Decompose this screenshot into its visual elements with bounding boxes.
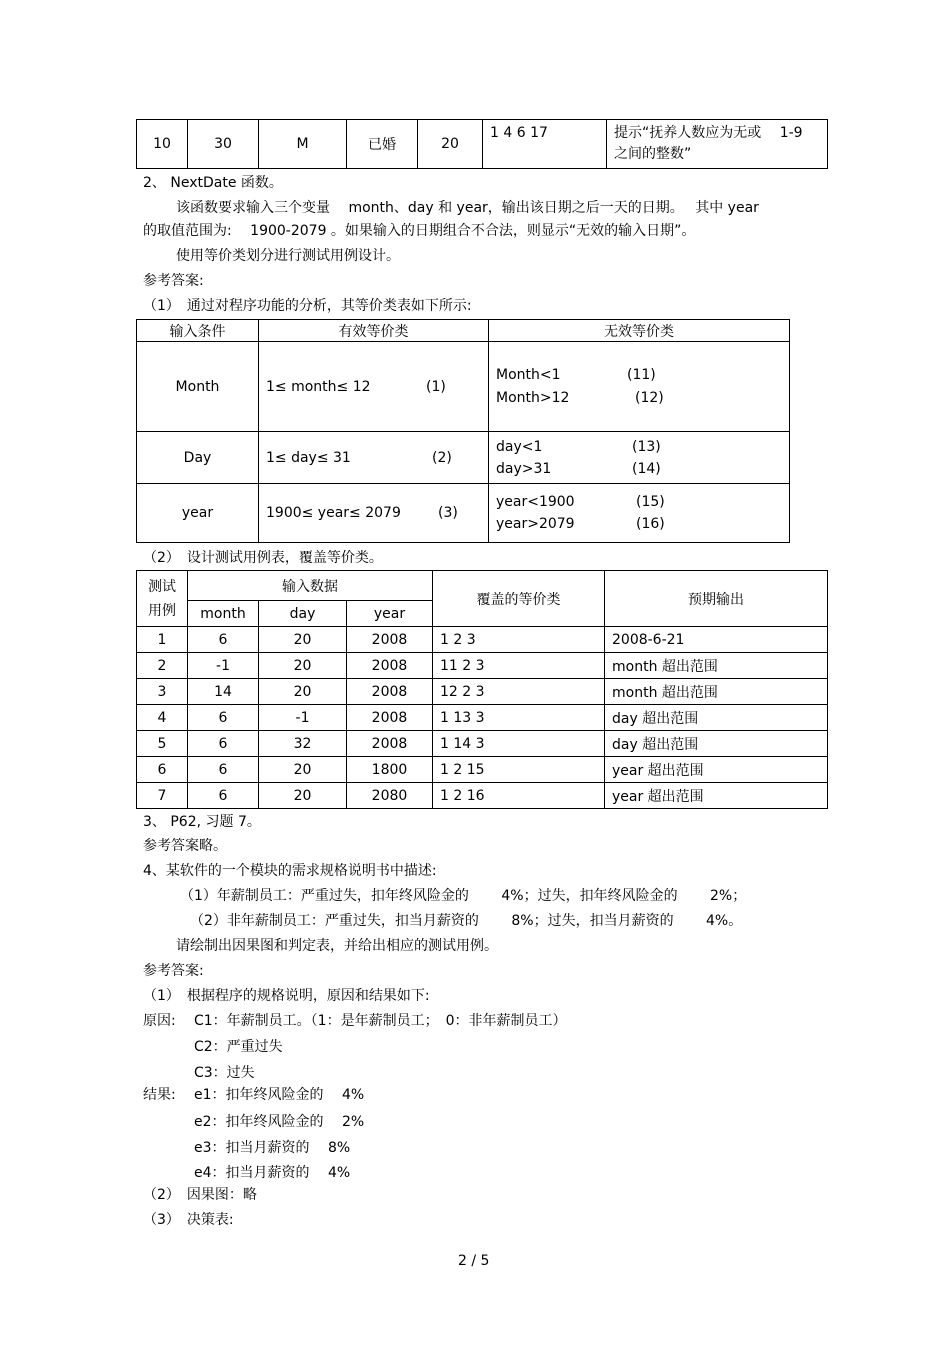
tc-expect: day 超出范围 [605,731,828,757]
tc-case-id: 6 [137,757,188,783]
section4-req1: （1）年薪制员工：严重过失，扣年终风险金的 4%；过失，扣年终风险金的 2%； [180,888,747,904]
tc-expect: 2008-6-21 [605,627,828,653]
tc-header-input: 输入数据 [188,571,433,601]
tc-case-id: 2 [137,653,188,679]
eq-header-valid: 有效等价类 [259,320,489,342]
effect-e3: e3：扣当月薪资的 8% [194,1140,351,1156]
tc-expect: month 超出范围 [605,653,828,679]
cause-c3: C3：过失 [194,1065,255,1081]
eq-invalid-month-2: Month>12 [496,389,570,406]
eq-invalid-month [489,342,790,432]
eq-valid-day-text: 1≤ day≤ 31 [266,449,351,466]
section4-instruction: 请绘制出因果图和判定表，并给出相应的测试用例。 [176,938,498,954]
eq-invalid-day-2-id: (14) [632,460,661,477]
tc-year: 2008 [347,627,433,653]
top-note-cell [607,120,828,169]
tc-case-id: 4 [137,705,188,731]
tc-day: 20 [259,653,347,679]
section2-p2: 的取值范围为: 1900-2079 。如果输入的日期组合不合法，则显示“无效的输入日期”。 [143,223,696,239]
eq-invalid-day-1: day<1 [496,438,543,455]
tc-year: 2008 [347,653,433,679]
equivalence-class-table [136,319,790,543]
top-note-line1: 提示“抚养人数应为无或 1-9 [614,125,803,141]
tc-day: 20 [259,679,347,705]
eq-invalid-year-2-id: (16) [636,516,665,532]
table-row [137,627,828,653]
tc-header-case [137,571,188,627]
section4-answer-label: 参考答案: [143,963,204,979]
tc-header-cover: 覆盖的等价类 [433,571,605,627]
tc-day: 32 [259,731,347,757]
eq-cond-month: Month [137,342,259,432]
tc-year: 2008 [347,731,433,757]
tc-month: -1 [188,653,259,679]
effect-e2: e2：扣年终风险金的 2% [194,1114,365,1130]
section2-answer-label: 参考答案: [143,273,204,289]
top-note-line2: 之间的整数” [614,146,692,162]
section4-req2: （2）非年薪制员工：严重过失，扣当月薪资的 8%；过失，扣当月薪资的 4%。 [190,913,743,929]
table-row [137,705,828,731]
tc-cover: 1 13 3 [433,705,605,731]
eq-valid-year-text: 1900≤ year≤ 2079 [266,505,401,521]
eq-valid-day [259,432,489,484]
top-cell-3: M [259,120,347,169]
section2-p1: 该函数要求输入三个变量 month、day 和 year，输出该日期之后一天的日期。 其中 year [176,200,759,216]
eq-valid-day-id: (2) [432,449,452,466]
test-case-table [136,570,828,809]
tc-header-case-1: 测试 [148,578,176,595]
tc-case-id: 5 [137,731,188,757]
eq-invalid-month-1-id: (11) [627,366,656,383]
effect-label: 结果: [143,1087,176,1103]
tc-header-day: day [259,601,347,627]
page-number: 2 / 5 [458,1253,490,1269]
section2-step1: （1） 通过对程序功能的分析，其等价类表如下所示: [143,298,472,314]
tc-month: 6 [188,627,259,653]
tc-day: 20 [259,783,347,809]
table-row [137,757,828,783]
tc-cover: 1 2 15 [433,757,605,783]
tc-month: 6 [188,705,259,731]
eq-cond-day: Day [137,432,259,484]
effect-e4: e4：扣当月薪资的 4% [194,1165,351,1181]
tc-cover: 12 2 3 [433,679,605,705]
tc-month: 14 [188,679,259,705]
eq-invalid-year-1: year<1900 [496,494,575,510]
effect-e1: e1：扣年终风险金的 4% [194,1087,365,1103]
section2-step2: （2） 设计测试用例表，覆盖等价类。 [143,550,383,566]
eq-valid-month [259,342,489,432]
section3-answer: 参考答案略。 [143,838,227,854]
section3-title: 3、 P62, 习题 7。 [143,814,261,830]
top-cell-6: 1 4 6 17 [483,120,607,169]
tc-year: 2080 [347,783,433,809]
eq-invalid-month-2-id: (12) [635,389,664,406]
cause-c1: C1：年薪制员工。（1：是年薪制员工； 0：非年薪制员工） [194,1013,567,1029]
tc-day: 20 [259,757,347,783]
eq-valid-year-id: (3) [438,505,458,521]
eq-cond-year: year [137,484,259,543]
section2-p3: 使用等价类划分进行测试用例设计。 [176,248,400,264]
section2-title: 2、 NextDate 函数。 [143,175,283,191]
tc-year: 2008 [347,705,433,731]
section4-step1: （1） 根据程序的规格说明，原因和结果如下: [143,988,430,1004]
tc-month: 6 [188,731,259,757]
tc-expect: year 超出范围 [605,783,828,809]
tc-day: -1 [259,705,347,731]
top-cell-2: 30 [188,120,259,169]
tc-month: 6 [188,783,259,809]
tc-cover: 1 2 3 [433,627,605,653]
cause-label: 原因: [143,1013,176,1029]
tc-cover: 11 2 3 [433,653,605,679]
table-row [137,731,828,757]
tc-expect: day 超出范围 [605,705,828,731]
table-row [137,783,828,809]
table-row [137,653,828,679]
section4-step3: （3） 决策表: [143,1212,234,1228]
tc-expect: year 超出范围 [605,757,828,783]
tc-year: 1800 [347,757,433,783]
tc-header-expect: 预期输出 [605,571,828,627]
tc-header-month: month [188,601,259,627]
tc-case-id: 1 [137,627,188,653]
tc-case-id: 3 [137,679,188,705]
eq-valid-month-id: (1) [426,378,446,395]
table-row [137,679,828,705]
eq-invalid-year-2: year>2079 [496,516,575,532]
eq-invalid-day-1-id: (13) [632,438,661,455]
eq-invalid-day [489,432,790,484]
tc-header-year: year [347,601,433,627]
eq-invalid-year [489,484,790,543]
top-cell-1: 10 [137,120,188,169]
cause-c2: C2：严重过失 [194,1039,283,1055]
tc-header-case-2: 用例 [148,602,176,619]
tc-day: 20 [259,627,347,653]
eq-invalid-month-1: Month<1 [496,366,561,383]
tc-month: 6 [188,757,259,783]
eq-invalid-day-2: day>31 [496,460,552,477]
eq-invalid-year-1-id: (15) [636,494,665,510]
eq-header-invalid: 无效等价类 [489,320,790,342]
section4-title: 4、某软件的一个模块的需求规格说明书中描述: [143,863,437,879]
top-cell-5: 20 [418,120,483,169]
tc-cover: 1 2 16 [433,783,605,809]
tc-case-id: 7 [137,783,188,809]
eq-valid-month-text: 1≤ month≤ 12 [266,378,371,395]
tc-year: 2008 [347,679,433,705]
tc-cover: 1 14 3 [433,731,605,757]
top-cell-4: 已婚 [347,120,418,169]
section4-step2: （2） 因果图：略 [143,1187,257,1203]
tc-expect: month 超出范围 [605,679,828,705]
eq-header-cond: 输入条件 [137,320,259,342]
top-row-table [136,119,828,169]
eq-valid-year [259,484,489,543]
